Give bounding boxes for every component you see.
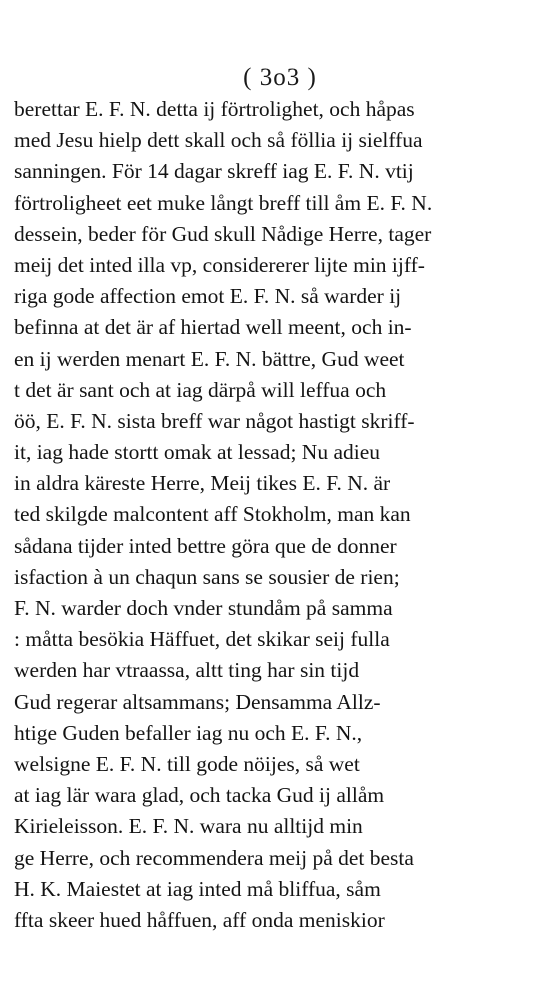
text-line: befinna at det är af hiertad well meent, och in- (14, 315, 412, 340)
text-line: t det är sant och at iag därpå will leffua och (14, 377, 387, 402)
text-line: welsigne E. F. N. till gode nöijes, så wet (14, 751, 360, 776)
text-line: sanningen. För 14 dagar skreff iag E. F. N. vtij (14, 159, 414, 184)
text-line: ge Herre, och recommendera meij på det besta (14, 845, 414, 870)
text-line: htige Guden befaller iag nu och E. F. N., (14, 720, 363, 745)
text-line: meij det inted illa vp, considererer lijte min ijff- (14, 252, 425, 277)
text-line: riga gode affection emot E. F. N. så warder ij (14, 284, 402, 309)
text-line: Kirieleisson. E. F. N. wara nu alltijd min (14, 814, 363, 839)
text-line: in aldra käreste Herre, Meij tikes E. F. N. är (14, 471, 391, 496)
text-line: at iag lär wara glad, och tacka Gud ij allåm (14, 783, 385, 808)
text-line: ffta skeer hued håffuen, aff onda meniskior (14, 907, 385, 932)
text-line: dessein, beder för Gud skull Nådige Herre, tager (14, 221, 432, 246)
text-line: ted skilgde malcontent aff Stokholm, man kan (14, 502, 411, 527)
text-line: : måtta besökia Häffuet, det skikar seij fulla (14, 627, 390, 652)
text-line: med Jesu hielp dett skall och så föllia ij sielffua (14, 128, 423, 153)
text-line: sådana tijder inted bettre göra que de donner (14, 533, 397, 558)
page-number: ( 3o3 ) (243, 64, 317, 91)
body-text (14, 94, 546, 936)
text-line: en ij werden menart E. F. N. bättre, Gud weet (14, 346, 405, 371)
text-line: öö, E. F. N. sista breff war något hastigt skriff- (14, 408, 415, 433)
text-line: it, iag hade stortt omak at lessad; Nu adieu (14, 440, 381, 465)
text-line: werden har vtraassa, altt ting har sin tijd (14, 658, 360, 683)
text-line: Gud regerar altsammans; Densamma Allz- (14, 689, 381, 714)
text-line: berettar E. F. N. detta ij förtrolighet, och håpas (14, 97, 415, 121)
text-line: F. N. warder doch vnder stundåm på samma (14, 596, 393, 620)
text-line: isfaction à un chaqun sans se sousier de rien; (14, 564, 400, 589)
text-line: förtroligheet eet muke långt breff till åm E. F. N. (14, 190, 433, 215)
text-line: H. K. Maiestet at iag inted må bliffua, såm (14, 876, 381, 901)
